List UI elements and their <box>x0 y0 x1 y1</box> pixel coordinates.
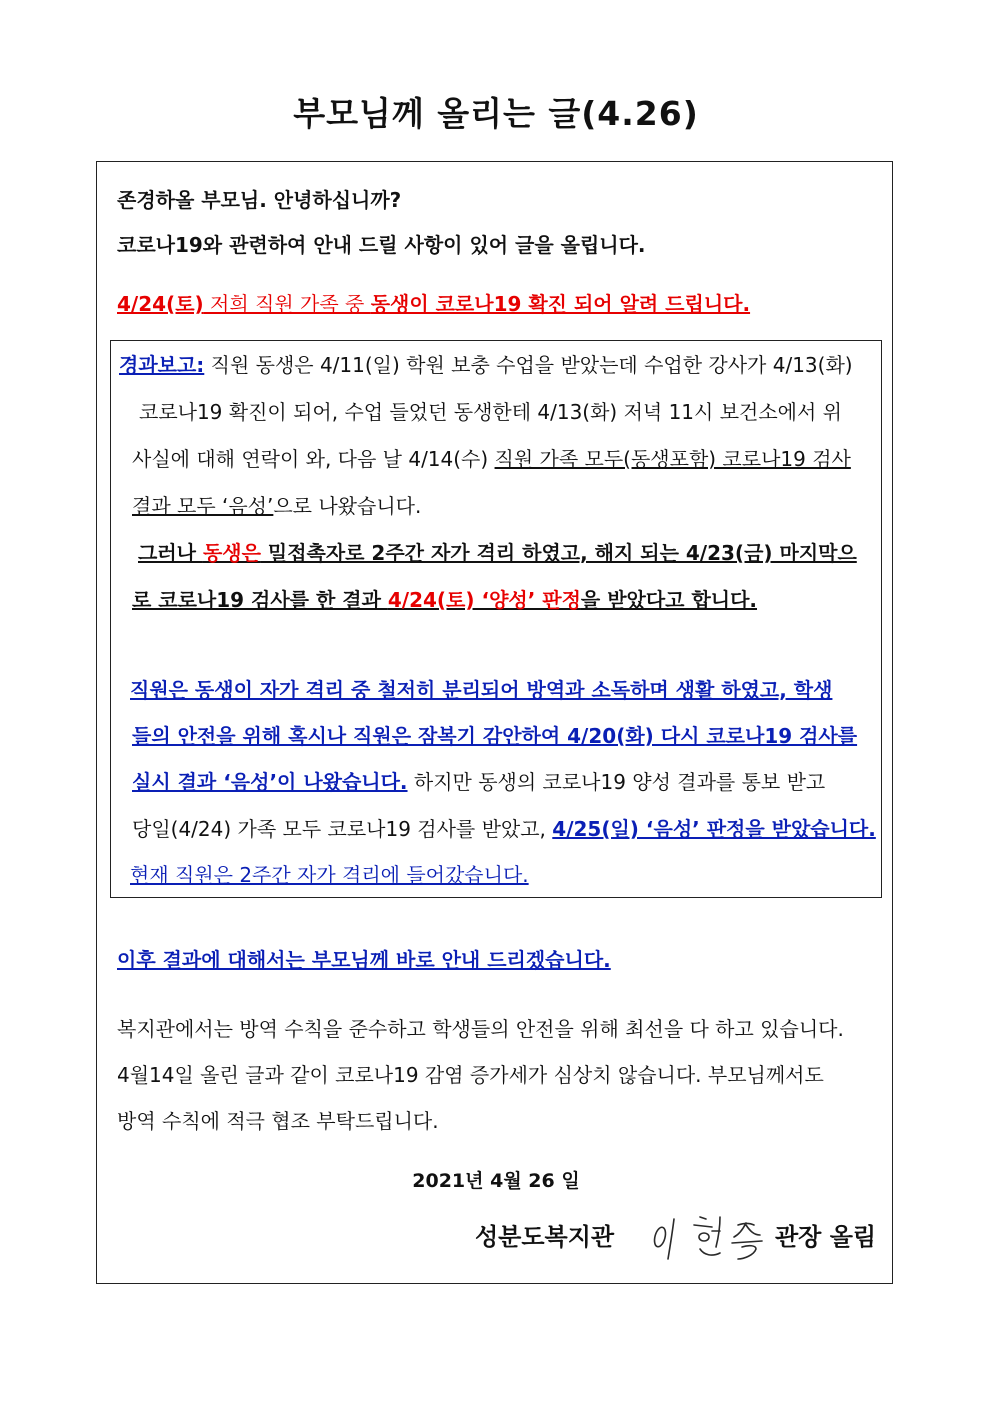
closing-line-1: 복지관에서는 방역 수칙을 준수하고 학생들의 안전을 위해 최선을 다 하고 있습니다. <box>117 1017 844 1041</box>
report-line-2: 코로나19 확진이 되어, 수업 들었던 동생한테 4/13(화) 저녁 11시 보건소에서 위 <box>139 400 842 424</box>
report-line-5c: 밀접촉자로 2주간 자가 격리 하였고, 해지 되는 4/23(금) 마지막으 <box>260 541 857 565</box>
report-line-1 <box>119 352 853 378</box>
report-line-9b: 하지만 동생의 코로나19 양성 결과를 통보 받고 <box>407 770 826 794</box>
report-line-4 <box>132 493 421 519</box>
report-line-1-text: 직원 동생은 4/11(일) 학원 보충 수업을 받았는데 수업한 강사가 4/13(화) <box>204 353 853 377</box>
report-line-3 <box>132 446 851 472</box>
report-line-5a: 그러나 <box>138 541 203 565</box>
alert-mid: 저희 직원 가족 중 <box>203 292 371 316</box>
report-line-4a: 결과 모두 ‘음성’ <box>132 494 274 518</box>
report-line-5 <box>138 540 857 566</box>
greeting-line-2: 코로나19와 관련하여 안내 드릴 사항이 있어 글을 올립니다. <box>117 233 646 257</box>
letter-date: 2021년 4월 26 일 <box>412 1170 580 1192</box>
report-line-3b: 직원 가족 모두(동생포함) 코로나19 검사 <box>494 447 851 471</box>
handwritten-signature <box>650 1207 770 1263</box>
report-line-10 <box>132 816 876 842</box>
alert-tail: 동생이 코로나19 확진 되어 알려 드립니다. <box>370 292 751 316</box>
report-line-9a: 실시 결과 ‘음성’이 나왔습니다. <box>132 770 408 794</box>
greeting-line-1: 존경하올 부모님. 안녕하십니까? <box>117 188 402 212</box>
report-line-3a: 사실에 대해 연락이 와, 다음 날 4/14(수) <box>132 447 495 471</box>
report-line-6 <box>132 587 757 613</box>
page-title: 부모님께 올리는 글(4.26) <box>293 94 699 133</box>
report-line-10b: 4/25(일) ‘음성’ 판정을 받았습니다. <box>552 817 876 841</box>
followup-line: 이후 결과에 대해서는 부모님께 바로 안내 드리겠습니다. <box>117 948 611 972</box>
alert-date: 4/24(토) <box>117 292 204 316</box>
closing-line-3: 방역 수칙에 적극 협조 부탁드립니다. <box>117 1109 439 1133</box>
report-line-6c: 을 받았다고 합니다. <box>580 588 758 612</box>
report-line-7: 직원은 동생이 자가 격리 중 철저히 분리되어 방역과 소독하며 생활 하였고, 학생 <box>130 678 833 702</box>
report-line-8: 들의 안전을 위해 혹시나 직원은 잠복기 감안하여 4/20(화) 다시 코로나19 검사를 <box>132 724 858 748</box>
report-label: 경과보고: <box>119 353 205 377</box>
signoff-suffix: 관장 올림 <box>775 1223 877 1251</box>
report-line-11: 현재 직원은 2주간 자가 격리에 들어갔습니다. <box>130 863 529 887</box>
org-name: 성분도복지관 <box>475 1223 615 1251</box>
report-line-9 <box>132 769 825 795</box>
closing-line-2: 4월14일 올린 글과 같이 코로나19 감염 증가세가 심상치 않습니다. 부모님께서도 <box>117 1063 824 1087</box>
report-line-4b: 으로 나왔습니다. <box>273 494 422 518</box>
report-line-10a: 당일(4/24) 가족 모두 코로나19 검사를 받았고, <box>132 817 553 841</box>
report-line-6a: 로 코로나19 검사를 한 결과 <box>132 588 388 612</box>
alert-line <box>117 291 750 317</box>
report-line-5b: 동생은 <box>202 541 261 565</box>
report-line-6b: 4/24(토) ‘양성’ 판정 <box>387 588 581 612</box>
